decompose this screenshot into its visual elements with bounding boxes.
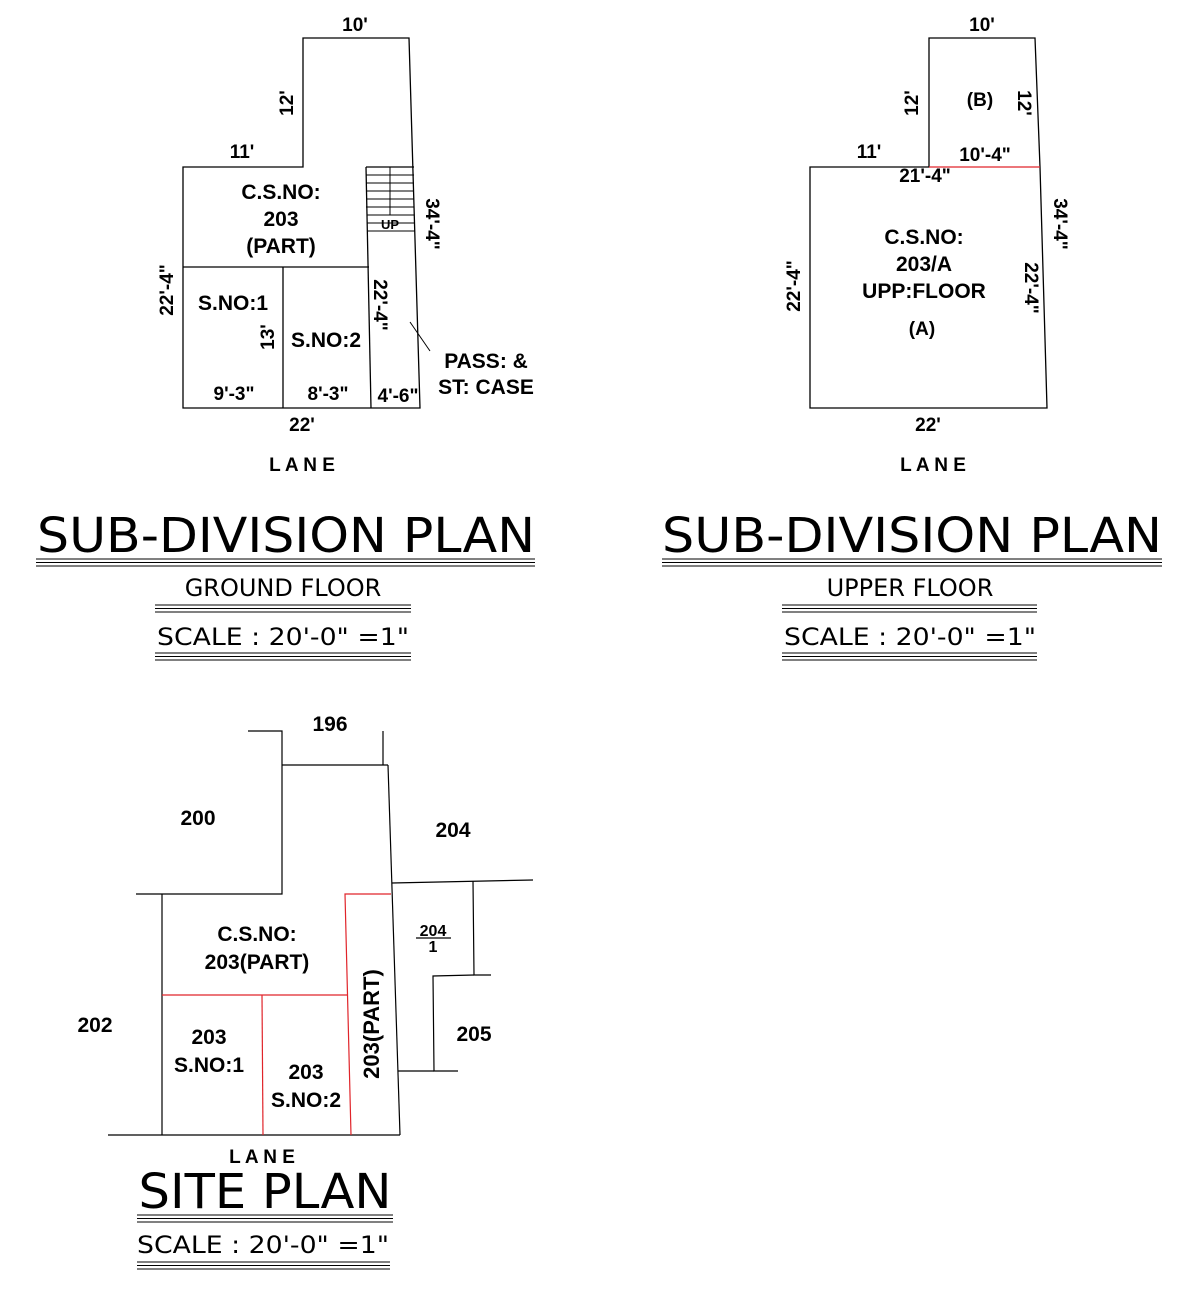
- scale-underline: [137, 1262, 390, 1269]
- pass-label-line1: PASS: &: [444, 350, 528, 373]
- floor-subtitle: UPPER FLOOR: [826, 574, 994, 602]
- stair-up-label: UP: [380, 217, 400, 232]
- plot-202-label: 202: [77, 1014, 113, 1037]
- plot-label-line2: 203: [263, 208, 299, 231]
- strip-203-part-label: 203(PART): [359, 969, 384, 1079]
- plot-label-line2: 203/A: [895, 253, 953, 276]
- ground-floor-title-block: [36, 508, 535, 660]
- site-plan-labels: [77, 713, 491, 1168]
- plot-200-label: 200: [180, 807, 216, 830]
- dim-bottom-22: 22': [915, 415, 941, 436]
- floor-subtitle: GROUND FLOOR: [184, 574, 382, 602]
- dim-passage-22-4: 22'-4": [369, 279, 390, 331]
- ground-floor-labels: [157, 15, 534, 476]
- scale-label: SCALE : 20'-0" =1": [157, 623, 409, 651]
- dim-divider-10-4: 10'-4": [959, 145, 1011, 166]
- plot-label-line3: UPP:FLOOR: [862, 280, 986, 303]
- part-b-label: (B): [966, 90, 994, 111]
- pass-label-line2: ST: CASE: [438, 376, 534, 399]
- subtitle-underline: [155, 605, 411, 612]
- plan-title: SUB-DIVISION PLAN: [37, 508, 535, 564]
- plan-title: SITE PLAN: [138, 1164, 392, 1220]
- dim-step-11: 11': [856, 142, 882, 163]
- scale-underline: [155, 653, 411, 660]
- plot-204-label: 204: [435, 819, 471, 842]
- plot-203-label-line2: 203(PART): [204, 951, 310, 974]
- sno1-line1: 203: [191, 1026, 227, 1049]
- dim-seg-4-6: 4'-6": [377, 386, 419, 407]
- plot-196-label: 196: [312, 713, 348, 736]
- lane-label: L A N E: [229, 1147, 295, 1168]
- dim-inner-13: 13': [258, 324, 279, 350]
- plot-204-1-numerator: 204: [419, 923, 447, 940]
- sno1-label: S.NO:1: [197, 292, 269, 315]
- sno2-label: S.NO:2: [290, 329, 362, 352]
- plan-title: SUB-DIVISION PLAN: [662, 508, 1162, 564]
- lane-label: L A N E: [900, 455, 966, 476]
- dim-seg-9-3: 9'-3": [213, 384, 255, 405]
- plot-204-1-boundary: [473, 881, 491, 975]
- sno1-line2: S.NO:1: [173, 1054, 245, 1077]
- dim-right-34-4: 34'-4": [1049, 198, 1070, 250]
- dim-b-left-12: 12': [902, 90, 923, 116]
- sno2-line1: 203: [288, 1061, 324, 1084]
- dim-right-34-4: 34'-4": [421, 198, 442, 250]
- upper-floor-title-block: [662, 508, 1162, 660]
- lane-label: L A N E: [269, 455, 335, 476]
- dim-right-inner-22-4: 22'-4": [1020, 262, 1041, 314]
- dim-top-10: 10': [342, 15, 368, 36]
- scale-underline: [782, 653, 1037, 660]
- sno2-line2: S.NO:2: [270, 1089, 342, 1112]
- plot-203-label-line1: C.S.NO:: [217, 923, 297, 946]
- upper-floor-plan: [810, 38, 1047, 408]
- plot-204-1-denominator: 1: [428, 939, 438, 956]
- upper-floor-labels: [784, 15, 1070, 476]
- dim-left-22-4: 22'-4": [157, 264, 178, 316]
- plot-205-label: 205: [456, 1023, 492, 1046]
- dim-bottom-22: 22': [289, 415, 315, 436]
- sub-division-vertical: [262, 995, 263, 1135]
- dim-step-11: 11': [229, 142, 255, 163]
- dim-seg-8-3: 8'-3": [307, 384, 349, 405]
- dim-top-10: 10': [969, 15, 995, 36]
- plot-label-line1: C.S.NO:: [241, 181, 321, 204]
- dim-b-right-12: 12': [1013, 90, 1034, 116]
- plot-204-boundary: [388, 765, 400, 1135]
- subtitle-underline: [782, 605, 1037, 612]
- upper-floor-outline: [810, 38, 1047, 408]
- scale-label: SCALE : 20'-0" =1": [137, 1231, 389, 1259]
- site-plan-title-block: [137, 1164, 393, 1269]
- plot-204-lower: [392, 880, 533, 883]
- part-a-label: (A): [908, 319, 936, 340]
- scale-label: SCALE : 20'-0" =1": [784, 623, 1036, 651]
- plot-label-line3: (PART): [246, 235, 316, 258]
- dim-left-upper-12: 12': [277, 90, 298, 116]
- dim-divider-21-4: 21'-4": [899, 166, 951, 187]
- pass-leader-line: [410, 322, 430, 351]
- dim-left-22-4: 22'-4": [784, 260, 805, 312]
- plot-label-line1: C.S.NO:: [884, 226, 964, 249]
